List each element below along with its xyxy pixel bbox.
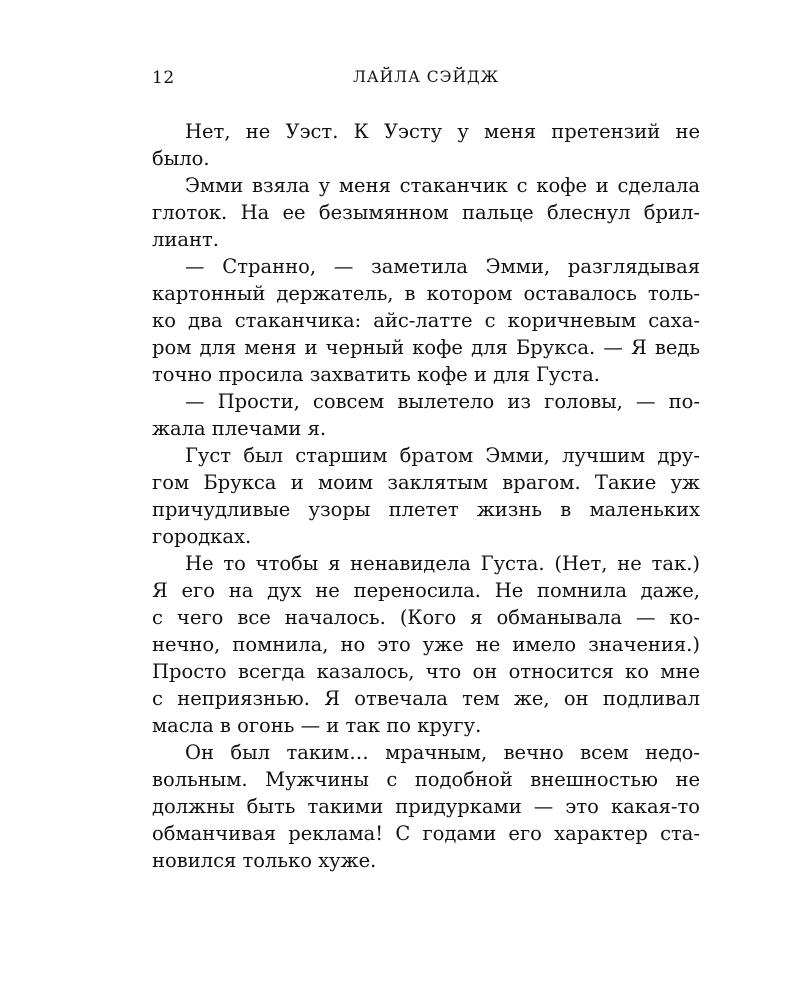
text-line: — Прости, совсем вылетело из головы, — по- (185, 390, 700, 413)
text-line: должны быть такими придурками — это какая-то (152, 795, 700, 818)
text-line: Не то чтобы я ненавидела Густа. (Нет, не так.) (185, 552, 700, 575)
text-line: причудливые узоры плетет жизнь в маленьких (152, 498, 700, 521)
text-line: ром для меня и черный кофе для Брукса. — Я ведь (152, 336, 700, 359)
text-line: было. (152, 147, 210, 170)
text-line: Густ был старшим братом Эмми, лучшим дру- (185, 444, 700, 467)
text-line: вольным. Мужчины с подобной внешностью не (152, 768, 700, 791)
text-line: Эмми взяла у меня стаканчик с кофе и сделала (185, 174, 700, 197)
text-line: новился только хуже. (152, 849, 377, 872)
text-line: с неприязнью. Я отвечала тем же, он подливал (152, 687, 700, 710)
text-line: обманчивая реклама! С годами его характер ста- (152, 822, 700, 845)
text-line: глоток. На ее безымянном пальце блеснул брил- (152, 201, 700, 224)
text-line: лиант. (152, 228, 219, 251)
page-header (152, 68, 700, 92)
text-line: масла в огонь — и так по кругу. (152, 714, 482, 737)
text-line: жала плечами я. (152, 417, 327, 440)
text-line: Я его на дух не переносила. Не помнила даже, (152, 579, 700, 602)
text-line: гом Брукса и моим заклятым врагом. Такие уж (152, 471, 700, 494)
text-line: с чего все началось. (Кого я обманывала — ко- (152, 606, 700, 629)
page-number: 12 (152, 68, 175, 88)
text-line: Он был таким… мрачным, вечно всем недо- (185, 741, 700, 764)
text-line: нечно, помнила, но это уже не имело значения.) (152, 633, 700, 656)
text-line: ко два стаканчика: айс-латте с коричневым саха- (152, 309, 700, 332)
text-line: Просто всегда казалось, что он относится ко мне (152, 660, 700, 683)
text-line: точно просила захватить кофе и для Густа. (152, 363, 600, 386)
running-head-author: ЛАЙЛА СЭЙДЖ (352, 68, 500, 86)
text-line: городках. (152, 525, 252, 548)
text-line: Нет, не Уэст. К Уэсту у меня претензий не (185, 120, 700, 143)
text-line: картонный держатель, в котором оставалось толь- (152, 282, 700, 305)
body-text (152, 118, 700, 874)
text-line: — Странно, — заметила Эмми, разглядывая (185, 255, 700, 278)
